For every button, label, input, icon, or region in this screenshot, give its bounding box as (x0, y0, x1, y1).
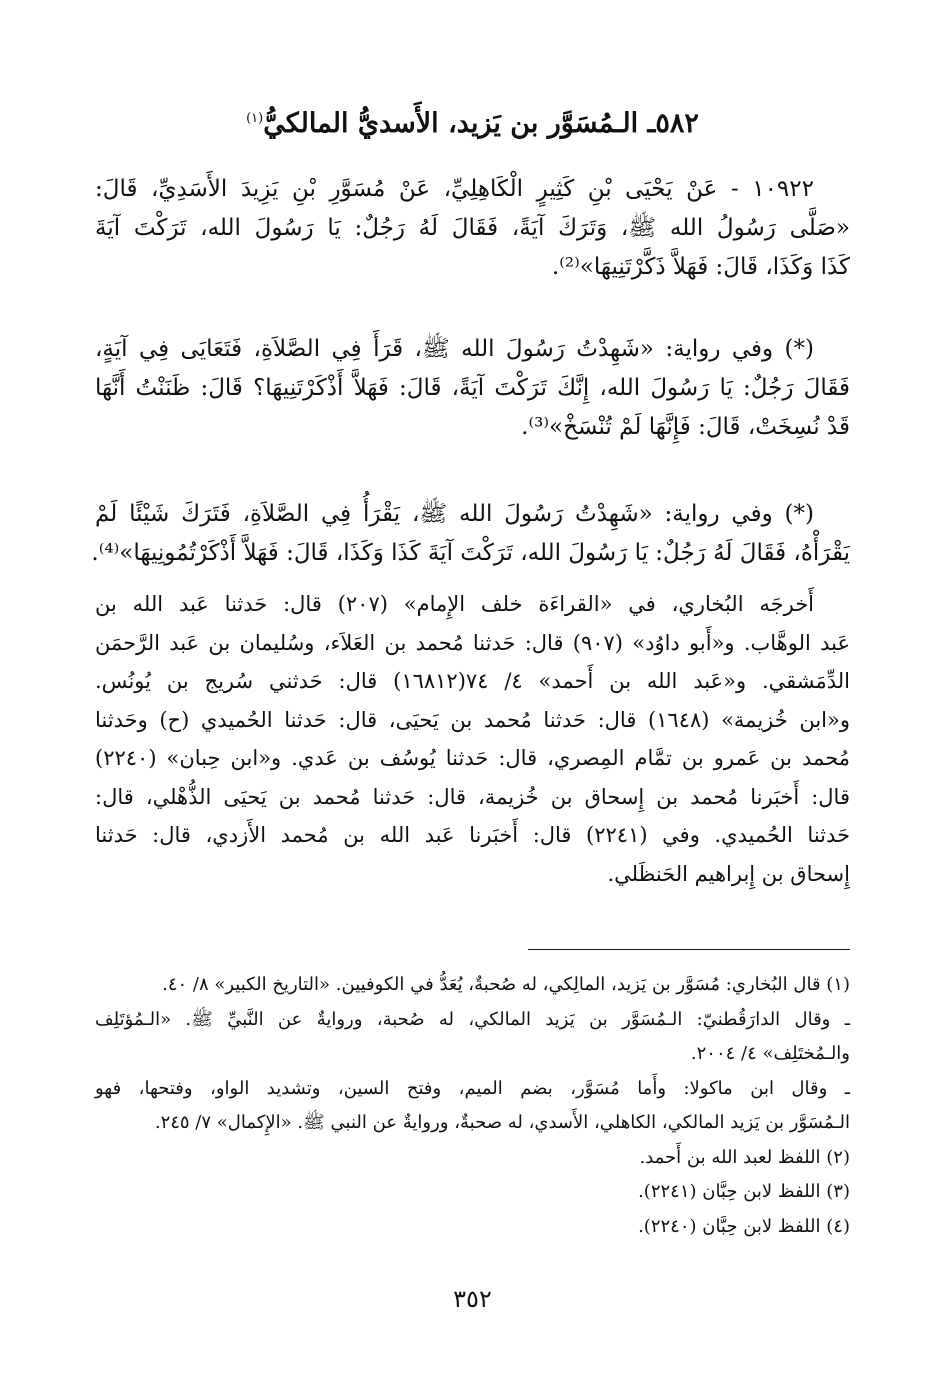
text-line: و«ابن خُزيمة» (١٦٤٨) قال: حَدثنا مُحمد بن يَحيَى، قال: حَدثنا الحُميدي (ح) وحَدثنا (95, 707, 850, 732)
text-line: يَقْرَأْهُ، فَقَالَ لَهُ رَجُلٌ: يَا رَسُولَ الله، تَرَكْتَ آيَةَ كَذَا وَكَذَا، قَالَ: فَهَلاَّ أَذْكَرْتُمُونِيهَا»⁽⁴⁾. (91, 540, 850, 566)
hadith-riwaya-2 (91, 495, 850, 573)
chapter-title (95, 108, 850, 139)
footnote-line: (١) قال البُخاري: مُسَوَّر بن يَزيد، المالِكي، له صُحبةٌ، يُعَدُّ في الكوفيين. «التاريخ الكبير» ٨/ ٤٠. (162, 974, 850, 995)
text-line: «صَلَّى رَسُولُ الله ﷺ، وَتَرَكَ آيَةً، فَقَالَ لَهُ رَجُلٌ: يَا رَسُولَ الله، تَرَكْتَ آيَةَ (95, 215, 850, 241)
text-line: الدِّمَشقي. و«عَبد الله بن أَحمد» ٤/ ٧٤(١٦٨١٢) قال: حَدثني سُريج بن يُونُس. (95, 669, 850, 693)
hadith-riwaya-1 (95, 330, 850, 447)
footnotes (95, 968, 850, 1244)
footnote-line: والـمُختَلِف» ٤/ ٢٠٠٤. (690, 1043, 850, 1064)
footnote-line: (٣) اللفظ لابن حِبَّان (٢٢٤١). (638, 1181, 850, 1202)
footnote-ref: (١) (246, 111, 264, 126)
footnote-separator (528, 949, 850, 950)
text-line: مُحمد بن عَمرو بن تمَّام المِصري، قال: حَدثنا يُوسُف بن عَدي. و«ابن حِبان» (٢٢٤٠) (95, 746, 850, 770)
text-line: عَبد الوهَّاب. و«أَبو داوُد» (٩٠٧) قال: حَدثنا مُحمد بن العَلاَء، وسُليمان بن عَبد الرَّحمَن (95, 630, 850, 655)
footnote-line: ـ وقال الدارَقُطنيّ: الـمُسَوَّر بن يَزيد المالكي، له صُحبة، وروايةٌ عن النَّبيِّ ﷺ. «الـمُؤتَلِف (95, 1008, 850, 1030)
text-line: ١٠٩٢٢ - عَنْ يَحْيَى بْنِ كَثِيرٍ الْكَاهِلِيِّ، عَنْ مُسَوَّرِ بْنِ يَزِيدَ الأَسَدِيِّ، قَالَ: (95, 176, 814, 202)
text-line: فَقَالَ رَجُلٌ: يَا رَسُولَ الله، إِنَّكَ تَرَكْتَ آيَةً، قَالَ: فَهَلاَّ أَذْكَرْتَنِيهَا؟ قَالَ: ظَنَنْتُ أَنَّهَا (95, 375, 850, 401)
text-line: (*) وفي رواية: «شَهِدْتُ رَسُولَ الله ﷺ، يَقْرَأُ فِي الصَّلاَةِ، فَتَرَكَ شَيْئًا لَمْ (95, 501, 814, 527)
footnote-line: الـمُسَوَّر بن يَزيد المالكي، الكاهلي، الأَسدي، له صحبةٌ، وروايةٌ عن النبي ﷺ. «الإِكمال» ٧/ ٢٤٥. (154, 1112, 850, 1133)
hadith-main (95, 170, 850, 287)
text-line: قال: أَخبَرنا مُحمد بن إِسحاق بن خُزيمة، قال: حَدثنا مُحمد بن يَحيَى الذُّهْلي، قال: (95, 784, 850, 809)
text-line: قَدْ نُسِخَتْ، قَالَ: فَإِنَّهَا لَمْ تُنْسَخْ»⁽³⁾. (521, 414, 850, 440)
text-line: إِسحاق بن إِبراهيم الحَنظَلي. (607, 861, 850, 886)
chapter-title-text: ٥٨٢ـ الـمُسَوَّر بن يَزيد، الأَسديُّ المالكيُّ (263, 108, 699, 139)
footnote-line: (٤) اللفظ لابن حِبَّان (٢٢٤٠). (638, 1215, 850, 1237)
text-line: كَذَا وَكَذَا، قَالَ: فَهَلاَّ ذَكَّرْتَنِيهَا»⁽²⁾. (551, 254, 850, 280)
text-line: حَدثنا الحُميدي. وفي (٢٢٤١) قال: أَخبَرنا عَبد الله بن مُحمد الأَزدي، قال: حَدثنا (95, 823, 851, 847)
takhrij-paragraph (95, 585, 850, 893)
footnote-line: (٢) اللفظ لعبد الله بن أَحمد. (639, 1146, 850, 1168)
footnote-line: ـ وقال ابن ماكولا: وأَما مُسَوَّر، بضم الميم، وفتح السين، وتشديد الواو، وفتحها، فهو (95, 1077, 850, 1099)
text-line: (*) وفي رواية: «شَهِدْتُ رَسُولَ الله ﷺ، قَرَأَ فِي الصَّلاَةِ، فَتَعَايَى فِي آيَةٍ، (95, 336, 814, 362)
text-line: أَخرجَه البُخاري، في «القراءَة خلف الإِمام» (٢٠٧) قال: حَدثنا عَبد الله بن (95, 592, 815, 616)
page-number: ٣٥٢ (453, 1285, 492, 1313)
